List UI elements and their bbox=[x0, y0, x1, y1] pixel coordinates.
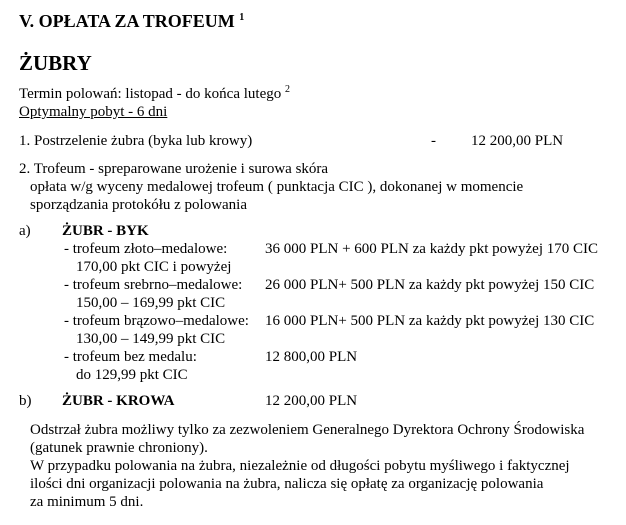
gold-medal-name: - trofeum złoto–medalowe: bbox=[64, 241, 228, 257]
note-line-1: Odstrzał żubra możliwy tylko za zezwoleniem Generalnego Dyrektora Ochrony Środowiska bbox=[30, 422, 585, 438]
item2-line3: sporządzania protokółu z polowania bbox=[30, 197, 248, 213]
note-line-4: ilości dni organizacji polowania na żubra, nalicza się opłatę za organizację polowania bbox=[30, 476, 544, 492]
bronze-medal-price: 16 000 PLN+ 500 PLN za każdy pkt powyżej 130 CIC bbox=[265, 313, 595, 329]
hunting-season-footnote: 2 bbox=[284, 84, 290, 95]
section-b-price: 12 200,00 PLN bbox=[265, 393, 358, 409]
silver-medal-name: - trofeum srebrno–medalowe: bbox=[64, 277, 243, 293]
section-b-title: ŻUBR - KROWA bbox=[62, 393, 175, 409]
no-medal-name: - trofeum bez medalu: bbox=[64, 349, 197, 365]
item1-dash: - bbox=[431, 133, 436, 149]
section-title bbox=[19, 10, 244, 32]
no-medal-range: do 129,99 pkt CIC bbox=[76, 367, 188, 383]
section-title-text: V. OPŁATA ZA TROFEUM bbox=[19, 11, 235, 31]
note-line-5: za minimum 5 dni. bbox=[30, 494, 144, 510]
section-a-title: ŻUBR - BYK bbox=[62, 223, 149, 239]
bronze-medal-range: 130,00 – 149,99 pkt CIC bbox=[76, 331, 226, 347]
bronze-medal-name: - trofeum brązowo–medalowe: bbox=[64, 313, 249, 329]
item1-price: 12 200,00 PLN bbox=[471, 133, 564, 149]
note-line-3: W przypadku polowania na żubra, niezależnie od długości pobytu myśliwego i faktycznej bbox=[30, 458, 570, 474]
species-title: ŻUBRY bbox=[19, 51, 92, 75]
item2-line2: opłata w/g wyceny medalowej trofeum ( punktacja CIC ), dokonanej w momencie bbox=[30, 179, 524, 195]
silver-medal-price: 26 000 PLN+ 500 PLN za każdy pkt powyżej 150 CIC bbox=[265, 277, 595, 293]
no-medal-price: 12 800,00 PLN bbox=[265, 349, 358, 365]
item1-label: 1. Postrzelenie żubra (byka lub krowy) bbox=[19, 133, 253, 149]
hunting-season bbox=[19, 85, 290, 103]
section-title-footnote: 1 bbox=[239, 12, 245, 23]
hunting-season-text: Termin polowań: listopad - do końca lutego bbox=[19, 86, 282, 102]
section-b-marker: b) bbox=[19, 393, 32, 409]
silver-medal-range: 150,00 – 169,99 pkt CIC bbox=[76, 295, 226, 311]
section-a-marker: a) bbox=[19, 223, 31, 239]
note-line-2: (gatunek prawnie chroniony). bbox=[30, 440, 208, 456]
item2-label: 2. Trofeum - spreparowane urożenie i surowa skóra bbox=[19, 161, 329, 177]
gold-medal-range: 170,00 pkt CIC i powyżej bbox=[76, 259, 232, 275]
optimal-stay: Optymalny pobyt - 6 dni bbox=[19, 104, 168, 120]
gold-medal-price: 36 000 PLN + 600 PLN za każdy pkt powyżej 170 CIC bbox=[265, 241, 599, 257]
